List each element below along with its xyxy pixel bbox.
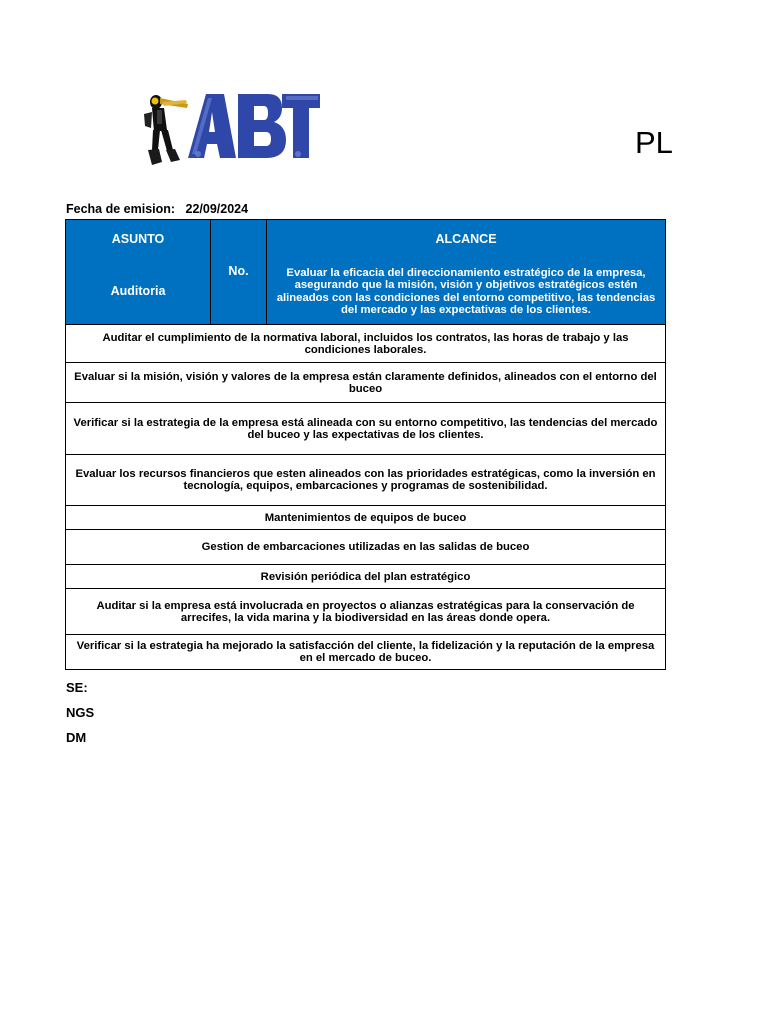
footer-label-se: SE: <box>66 680 88 695</box>
table-row <box>66 565 666 589</box>
table-cell: Evaluar si la misión, visión y valores de la empresa están claramente definidos, alineados con el entorno del buceo <box>66 363 666 403</box>
column-header-no <box>211 220 267 325</box>
no-label: No. <box>228 264 249 278</box>
table-cell: Evaluar los recursos financieros que esten alineados con las prioridades estratégicas, como la inversión en tecnología, equipos, embarcaciones y programas de sostenibilidad. <box>66 455 666 506</box>
asunto-label: ASUNTO <box>111 232 165 246</box>
column-header-asunto <box>66 220 211 325</box>
table-row <box>66 325 666 363</box>
table-row <box>66 530 666 565</box>
table-row <box>66 589 666 635</box>
table-cell: Auditar si la empresa está involucrada en proyectos o alianzas estratégicas para la conservación de arrecifes, la vida marina y la biodiversidad en las áreas donde opera. <box>66 589 666 635</box>
issue-date-label: Fecha de emision: <box>66 202 176 216</box>
diver-figure <box>144 95 188 165</box>
footer-label-ngs: NGS <box>66 705 95 720</box>
document-title: PL <box>635 125 673 160</box>
table-row <box>66 635 666 670</box>
table-cell: Gestion de embarcaciones utilizadas en las salidas de buceo <box>66 530 666 565</box>
table-header-row <box>66 220 666 325</box>
table-row <box>66 363 666 403</box>
abt-letters <box>188 94 320 158</box>
alcance-description: Evaluar la eficacia del direccionamiento estratégico de la empresa, asegurando que la misión, visión y objetivos estratégicos estén alineados con las condiciones del entorno competitivo, las tendencias del mercado y las expectativas de los clientes. <box>276 267 656 316</box>
footer-label-dm: DM <box>66 730 87 745</box>
table-cell: Verificar si la estrategia ha mejorado la satisfacción del cliente, la fidelización y la reputación de la empresa en el mercado de buceo. <box>66 635 666 670</box>
audit-plan-table <box>65 219 666 670</box>
asunto-value: Auditoria <box>110 284 166 298</box>
column-header-alcance <box>267 220 666 325</box>
issue-date <box>66 202 248 216</box>
table-cell: Revisión periódica del plan estratégico <box>66 565 666 589</box>
table-cell: Mantenimientos de equipos de buceo <box>66 506 666 530</box>
alcance-label: ALCANCE <box>435 232 497 246</box>
table-cell: Verificar si la estrategia de la empresa está alineada con su entorno competitivo, las tendencias del mercado del buceo y las expectativas de los clientes. <box>66 403 666 455</box>
issue-date-value: 22/09/2024 <box>185 202 249 216</box>
company-logo <box>140 88 324 168</box>
abt-diver-logo <box>140 88 324 168</box>
table-row <box>66 455 666 506</box>
table-cell: Auditar el cumplimiento de la normativa laboral, incluidos los contratos, las horas de trabajo y las condiciones laborales. <box>66 325 666 363</box>
table-row <box>66 506 666 530</box>
table-row <box>66 403 666 455</box>
